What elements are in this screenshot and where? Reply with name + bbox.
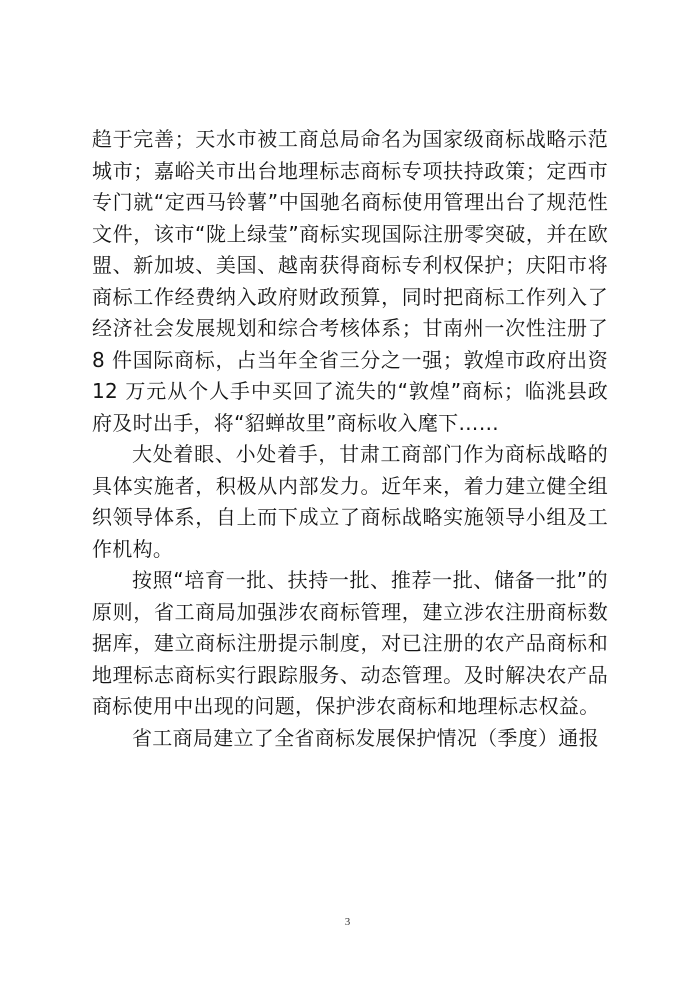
paragraph-continued: 趋于完善；天水市被工商总局命名为国家级商标战略示范城市；嘉峪关市出台地理标志商标专项扶持政策；定西市专门就“定西马铃薯”中国驰名商标使用管理出台了规范性文件，该市“陇上绿莹”商标实现国际注册零突破，并在欧盟、新加坡、美国、越南获得商标专利权保护；庆阳市将商标工作经费纳入政府财政预算，同时把商标工作列入了经济社会发展规划和综合考核体系；甘南州一次性注册了 8 件国际商标，占当年全省三分之一强；敦煌市政府出资 12 万元从个人手中买回了流失的“敦煌”商标；临洮县政府及时出手，将“貂蝉故里”商标收入麾下…… bbox=[92, 127, 608, 435]
paragraph: 按照“培育一批、扶持一批、推荐一批、储备一批”的原则，省工商局加强涉农商标管理，建立涉农注册商标数据库，建立商标注册提示制度，对已注册的农产品商标和地理标志商标实行跟踪服务、动态管理。及时解决农产品商标使用中出现的问题，保护涉农商标和地理标志权益。 bbox=[92, 568, 608, 718]
page-number: 3 bbox=[344, 916, 351, 928]
paragraph: 大处着眼、小处着手，甘肃工商部门作为商标战略的具体实施者，积极从内部发力。近年来，着力建立健全组织领导体系，自上而下成立了商标战略实施领导小组及工作机构。 bbox=[92, 442, 608, 561]
paragraph: 省工商局建立了全省商标发展保护情况（季度）通报 bbox=[132, 725, 599, 750]
body-text bbox=[92, 124, 608, 754]
